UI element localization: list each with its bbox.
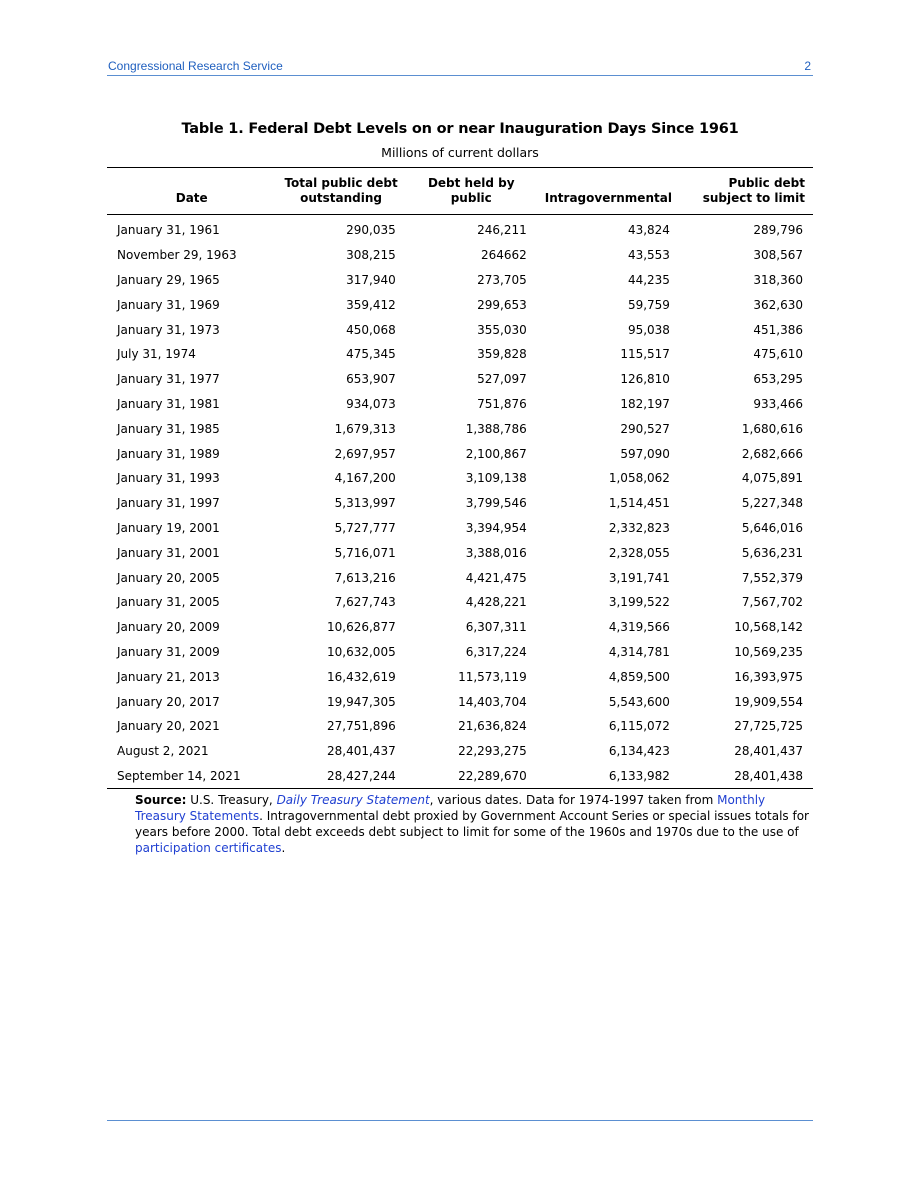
- cell-debt-held-by-public: 359,828: [477, 347, 527, 362]
- column-header-intragovernmental: [537, 168, 680, 215]
- cell-subject-to-limit: 5,646,016: [741, 520, 803, 535]
- table-row: [107, 664, 813, 689]
- cell-subject-to-limit: 451,386: [753, 322, 803, 337]
- table-row: [107, 392, 813, 417]
- cell-total-debt: 653,907: [346, 372, 396, 387]
- source-text-2: , various dates. Data for 1974-1997 taken from: [429, 793, 718, 807]
- cell-date: January 31, 1973: [117, 322, 220, 337]
- cell-intragovernmental: 1,058,062: [608, 471, 670, 486]
- table-row: [107, 565, 813, 590]
- table-row: [107, 764, 813, 789]
- cell-date: September 14, 2021: [107, 764, 276, 789]
- cell-date: August 2, 2021: [117, 744, 209, 759]
- cell-intragovernmental: 290,527: [620, 421, 670, 436]
- table-header: [107, 168, 813, 215]
- source-text-1: U.S. Treasury,: [186, 793, 277, 807]
- cell-subject-to-limit: 10,569,235: [734, 644, 803, 659]
- table-row: [107, 466, 813, 491]
- cell-total-debt: 5,313,997: [334, 496, 396, 511]
- table-header-row: [107, 168, 813, 215]
- table-row: [107, 516, 813, 541]
- cell-date: January 31, 2005: [117, 595, 220, 610]
- column-header-debt-held-by-public: [406, 168, 537, 215]
- cell-debt-held-by-public: 6,307,311: [465, 620, 527, 635]
- table-subtitle: Millions of current dollars: [381, 145, 539, 160]
- cell-subject-to-limit: 10,568,142: [734, 620, 803, 635]
- cell-subject-to-limit: 27,725,725: [734, 719, 803, 734]
- cell-debt-held-by-public: 264662: [480, 248, 527, 263]
- cell-subject-to-limit: 475,610: [753, 347, 803, 362]
- cell-total-debt: 934,073: [346, 396, 396, 411]
- table-row: [107, 367, 813, 392]
- cell-subject-to-limit: 2,682,666: [741, 446, 803, 461]
- cell-debt-held-by-public: 2,100,867: [465, 446, 527, 461]
- cell-date: January 20, 2021: [117, 719, 220, 734]
- cell-intragovernmental: 126,810: [620, 372, 670, 387]
- cell-intragovernmental: 2,332,823: [608, 520, 670, 535]
- cell-intragovernmental: 597,090: [620, 446, 670, 461]
- cell-debt-held-by-public: 3,388,016: [465, 545, 527, 560]
- cell-date: January 31, 1985: [117, 421, 220, 436]
- cell-intragovernmental: 6,115,072: [608, 719, 670, 734]
- table-row: [107, 714, 813, 739]
- cell-total-debt: 7,613,216: [334, 570, 396, 585]
- table-row: [107, 268, 813, 293]
- source-note: [135, 792, 815, 856]
- table-row: [107, 640, 813, 665]
- cell-date: January 31, 1993: [117, 471, 220, 486]
- cell-total-debt: 1,679,313: [334, 421, 396, 436]
- debt-table-container: [107, 167, 813, 789]
- table-row: [107, 215, 813, 243]
- cell-subject-to-limit: 19,909,554: [734, 694, 803, 709]
- cell-total-debt: 28,401,437: [327, 744, 396, 759]
- cell-subject-to-limit: 7,552,379: [741, 570, 803, 585]
- daily-treasury-statement-link[interactable]: Daily Treasury Statement: [276, 793, 430, 807]
- cell-debt-held-by-public: 273,705: [477, 272, 527, 287]
- cell-total-debt: 475,345: [346, 347, 396, 362]
- cell-total-debt: 450,068: [346, 322, 396, 337]
- cell-intragovernmental: 4,319,566: [608, 620, 670, 635]
- cell-subject-to-limit: 5,636,231: [741, 545, 803, 560]
- cell-intragovernmental: 43,553: [627, 248, 670, 263]
- cell-intragovernmental: 59,759: [627, 297, 670, 312]
- column-header-total-debt-line1: Total public debt: [284, 176, 398, 190]
- table-row: [107, 590, 813, 615]
- participation-certificates-link[interactable]: participation certificates: [135, 841, 282, 855]
- cell-intragovernmental: 5,543,600: [608, 694, 670, 709]
- source-label: Source:: [135, 793, 187, 807]
- column-header-subject-to-limit: [680, 168, 813, 215]
- table-row: [107, 739, 813, 764]
- cell-date: January 20, 2005: [117, 570, 220, 585]
- table-body: [107, 215, 813, 789]
- cell-debt-held-by-public: 21,636,824: [458, 719, 527, 734]
- cell-debt-held-by-public: 299,653: [477, 297, 527, 312]
- cell-total-debt: 359,412: [346, 297, 396, 312]
- cell-date: November 29, 1963: [117, 248, 237, 263]
- cell-date: July 31, 1974: [117, 347, 196, 362]
- source-text-3: . Intragovernmental debt proxied by Government Account Series or special issues totals for years before 2000. Total debt exceeds debt subject to limit for some of the 1960s and 1970s due to the use of: [135, 809, 809, 839]
- cell-intragovernmental: 43,824: [627, 223, 670, 238]
- cell-intragovernmental: 2,328,055: [608, 545, 670, 560]
- column-header-public-line1: Debt held by: [427, 176, 515, 190]
- cell-total-debt: 290,035: [346, 223, 396, 238]
- column-header-total-debt-line2: outstanding: [300, 191, 383, 205]
- cell-debt-held-by-public: 4,428,221: [465, 595, 527, 610]
- cell-subject-to-limit: 289,796: [753, 223, 803, 238]
- cell-intragovernmental: 6,133,982: [537, 764, 680, 789]
- cell-debt-held-by-public: 4,421,475: [465, 570, 527, 585]
- cell-subject-to-limit: 4,075,891: [741, 471, 803, 486]
- cell-total-debt: 5,716,071: [334, 545, 396, 560]
- page-number: 2: [804, 59, 811, 73]
- running-header: [107, 58, 813, 76]
- cell-intragovernmental: 1,514,451: [608, 496, 670, 511]
- cell-subject-to-limit: 653,295: [753, 372, 803, 387]
- table-row: [107, 491, 813, 516]
- column-header-date-line2: Date: [175, 191, 208, 205]
- table-row: [107, 441, 813, 466]
- cell-total-debt: 10,632,005: [327, 644, 396, 659]
- cell-debt-held-by-public: 751,876: [477, 396, 527, 411]
- debt-table: [107, 167, 813, 789]
- table-row: [107, 689, 813, 714]
- cell-debt-held-by-public: 527,097: [477, 372, 527, 387]
- cell-debt-held-by-public: 3,799,546: [465, 496, 527, 511]
- cell-intragovernmental: 3,191,741: [608, 570, 670, 585]
- cell-date: January 31, 1969: [117, 297, 220, 312]
- cell-subject-to-limit: 28,401,437: [734, 744, 803, 759]
- column-header-intragov-line2: Intragovernmental: [544, 191, 672, 205]
- cell-debt-held-by-public: 11,573,119: [458, 669, 527, 684]
- cell-date: January 31, 1997: [117, 496, 220, 511]
- column-header-total-debt: [276, 168, 405, 215]
- cell-debt-held-by-public: 3,394,954: [465, 520, 527, 535]
- cell-date: January 31, 1977: [117, 372, 220, 387]
- cell-total-debt: 10,626,877: [327, 620, 396, 635]
- cell-date: January 31, 1989: [117, 446, 220, 461]
- cell-date: January 29, 1965: [117, 272, 220, 287]
- cell-subject-to-limit: 5,227,348: [741, 496, 803, 511]
- cell-debt-held-by-public: 246,211: [477, 223, 527, 238]
- cell-subject-to-limit: 933,466: [753, 396, 803, 411]
- cell-date: January 31, 2009: [117, 644, 220, 659]
- cell-intragovernmental: 3,199,522: [608, 595, 670, 610]
- cell-debt-held-by-public: 6,317,224: [465, 644, 527, 659]
- cell-date: January 31, 1961: [117, 223, 220, 238]
- cell-total-debt: 4,167,200: [334, 471, 396, 486]
- cell-date: January 20, 2017: [117, 694, 220, 709]
- cell-intragovernmental: 115,517: [620, 347, 670, 362]
- cell-date: January 31, 2001: [117, 545, 220, 560]
- cell-date: January 20, 2009: [117, 620, 220, 635]
- column-header-limit-line1: Public debt: [728, 176, 805, 190]
- cell-total-debt: 2,697,957: [334, 446, 396, 461]
- monthly-treasury-statements-link[interactable]: Monthly Treasury Statements: [135, 793, 766, 823]
- cell-intragovernmental: 6,134,423: [608, 744, 670, 759]
- cell-total-debt: 16,432,619: [327, 669, 396, 684]
- cell-debt-held-by-public: 22,289,670: [406, 764, 537, 789]
- cell-total-debt: 5,727,777: [334, 520, 396, 535]
- cell-total-debt: 317,940: [346, 272, 396, 287]
- cell-debt-held-by-public: 355,030: [477, 322, 527, 337]
- column-header-limit-line2: subject to limit: [702, 191, 805, 205]
- cell-total-debt: 308,215: [346, 248, 396, 263]
- cell-total-debt: 27,751,896: [327, 719, 396, 734]
- cell-subject-to-limit: 7,567,702: [741, 595, 803, 610]
- table-row: [107, 342, 813, 367]
- cell-subject-to-limit: 1,680,616: [741, 421, 803, 436]
- cell-intragovernmental: 44,235: [627, 272, 670, 287]
- cell-debt-held-by-public: 22,293,275: [458, 744, 527, 759]
- column-header-public-line2: public: [450, 191, 492, 205]
- cell-subject-to-limit: 362,630: [753, 297, 803, 312]
- source-text-4: .: [281, 841, 286, 855]
- table-row: [107, 416, 813, 441]
- cell-total-debt: 19,947,305: [327, 694, 396, 709]
- cell-total-debt: 7,627,743: [334, 595, 396, 610]
- cell-subject-to-limit: 318,360: [753, 272, 803, 287]
- table-row: [107, 540, 813, 565]
- cell-date: January 21, 2013: [117, 669, 220, 684]
- cell-debt-held-by-public: 1,388,786: [465, 421, 527, 436]
- table-row: [107, 243, 813, 268]
- cell-subject-to-limit: 16,393,975: [734, 669, 803, 684]
- cell-intragovernmental: 4,859,500: [608, 669, 670, 684]
- table-row: [107, 317, 813, 342]
- cell-intragovernmental: 182,197: [620, 396, 670, 411]
- table-row: [107, 615, 813, 640]
- header-organization: Congressional Research Service: [108, 59, 283, 73]
- table-row: [107, 292, 813, 317]
- footer-rule: [107, 1120, 813, 1121]
- column-header-date: [107, 168, 276, 215]
- cell-subject-to-limit: 28,401,438: [680, 764, 813, 789]
- table-title: Table 1. Federal Debt Levels on or near Inauguration Days Since 1961: [181, 121, 739, 137]
- cell-debt-held-by-public: 14,403,704: [458, 694, 527, 709]
- cell-date: January 31, 1981: [117, 396, 220, 411]
- cell-debt-held-by-public: 3,109,138: [465, 471, 527, 486]
- cell-intragovernmental: 95,038: [627, 322, 670, 337]
- cell-subject-to-limit: 308,567: [753, 248, 803, 263]
- cell-date: January 19, 2001: [117, 520, 220, 535]
- cell-intragovernmental: 4,314,781: [608, 644, 670, 659]
- cell-total-debt: 28,427,244: [276, 764, 405, 789]
